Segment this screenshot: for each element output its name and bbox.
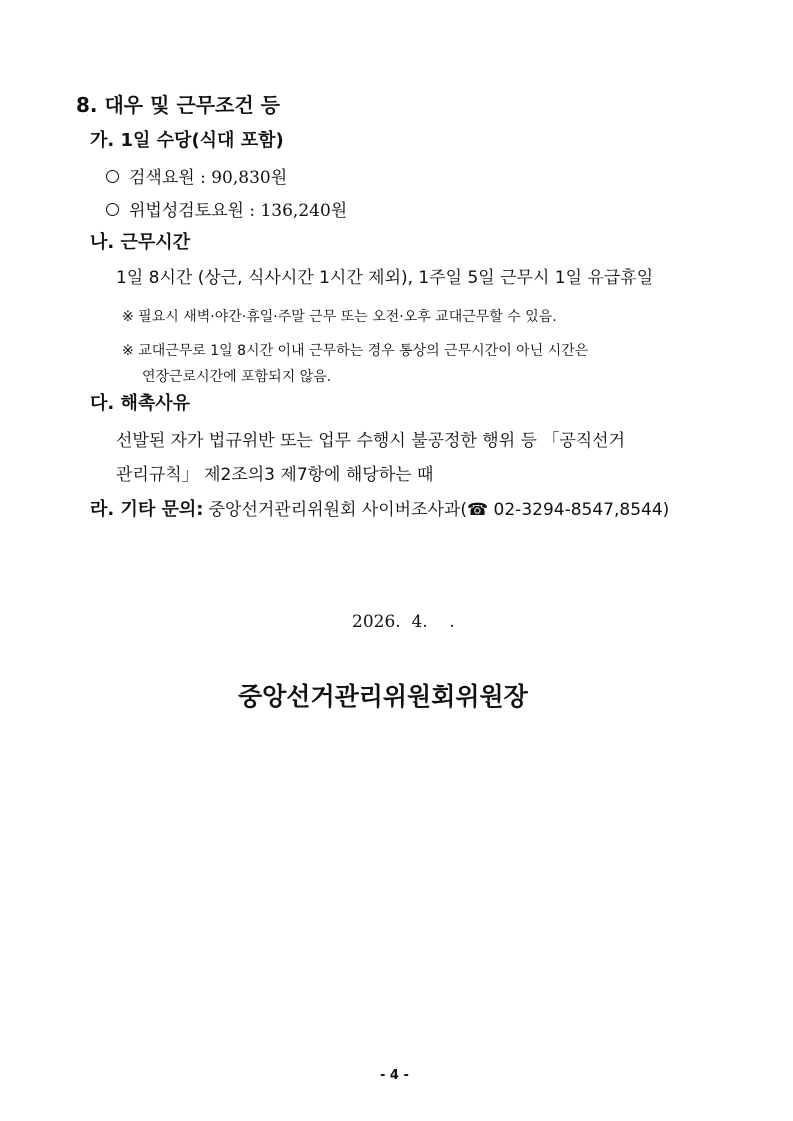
work-hours-note: ※ 필요시 새벽·야간·휴일·주말 근무 또는 오전·오후 교대근무할 수 있음. [122,309,557,325]
dismissal-text-line: 관리규칙」 제2조의3 제7항에 해당하는 때 [116,465,434,485]
work-hours-text: 1일 8시간 (상근, 식사시간 1시간 제외), 1주일 5일 근무시 1일 유급휴일 [116,268,654,288]
dismissal-text-line: 선발된 자가 법규위반 또는 업무 수행시 불공정한 행위 등 「공직선거 [116,431,626,451]
dismissal-heading: 다. 해촉사유 [90,393,191,414]
allowance-item: 검색요원 : 90,830원 [106,163,287,188]
circle-bullet-icon [106,203,119,216]
page-number: - 4 - [380,1068,409,1083]
allowance-heading: 가. 1일 수당(식대 포함) [90,130,284,151]
work-hours-note-continued: 연장근로시간에 포함되지 않음. [142,369,332,385]
document-date: 2026. 4. . [352,612,455,632]
signature-title: 중앙선거관리위원회위원장 [238,682,528,711]
contact-heading: 라. 기타 문의: [90,499,204,520]
contact-line [90,495,669,521]
section-title: 8. 대우 및 근무조건 등 [76,93,280,117]
circle-bullet-icon [106,170,119,183]
allowance-item: 위법성검토요원 : 136,240원 [106,196,347,221]
work-hours-note: ※ 교대근무로 1일 8시간 이내 근무하는 경우 통상의 근무시간이 아닌 시간은 [122,343,589,359]
contact-text: 중앙선거관리위원회 사이버조사과(☎ 02-3294-8547,8544) [208,500,670,520]
work-hours-heading: 나. 근무시간 [90,232,191,253]
